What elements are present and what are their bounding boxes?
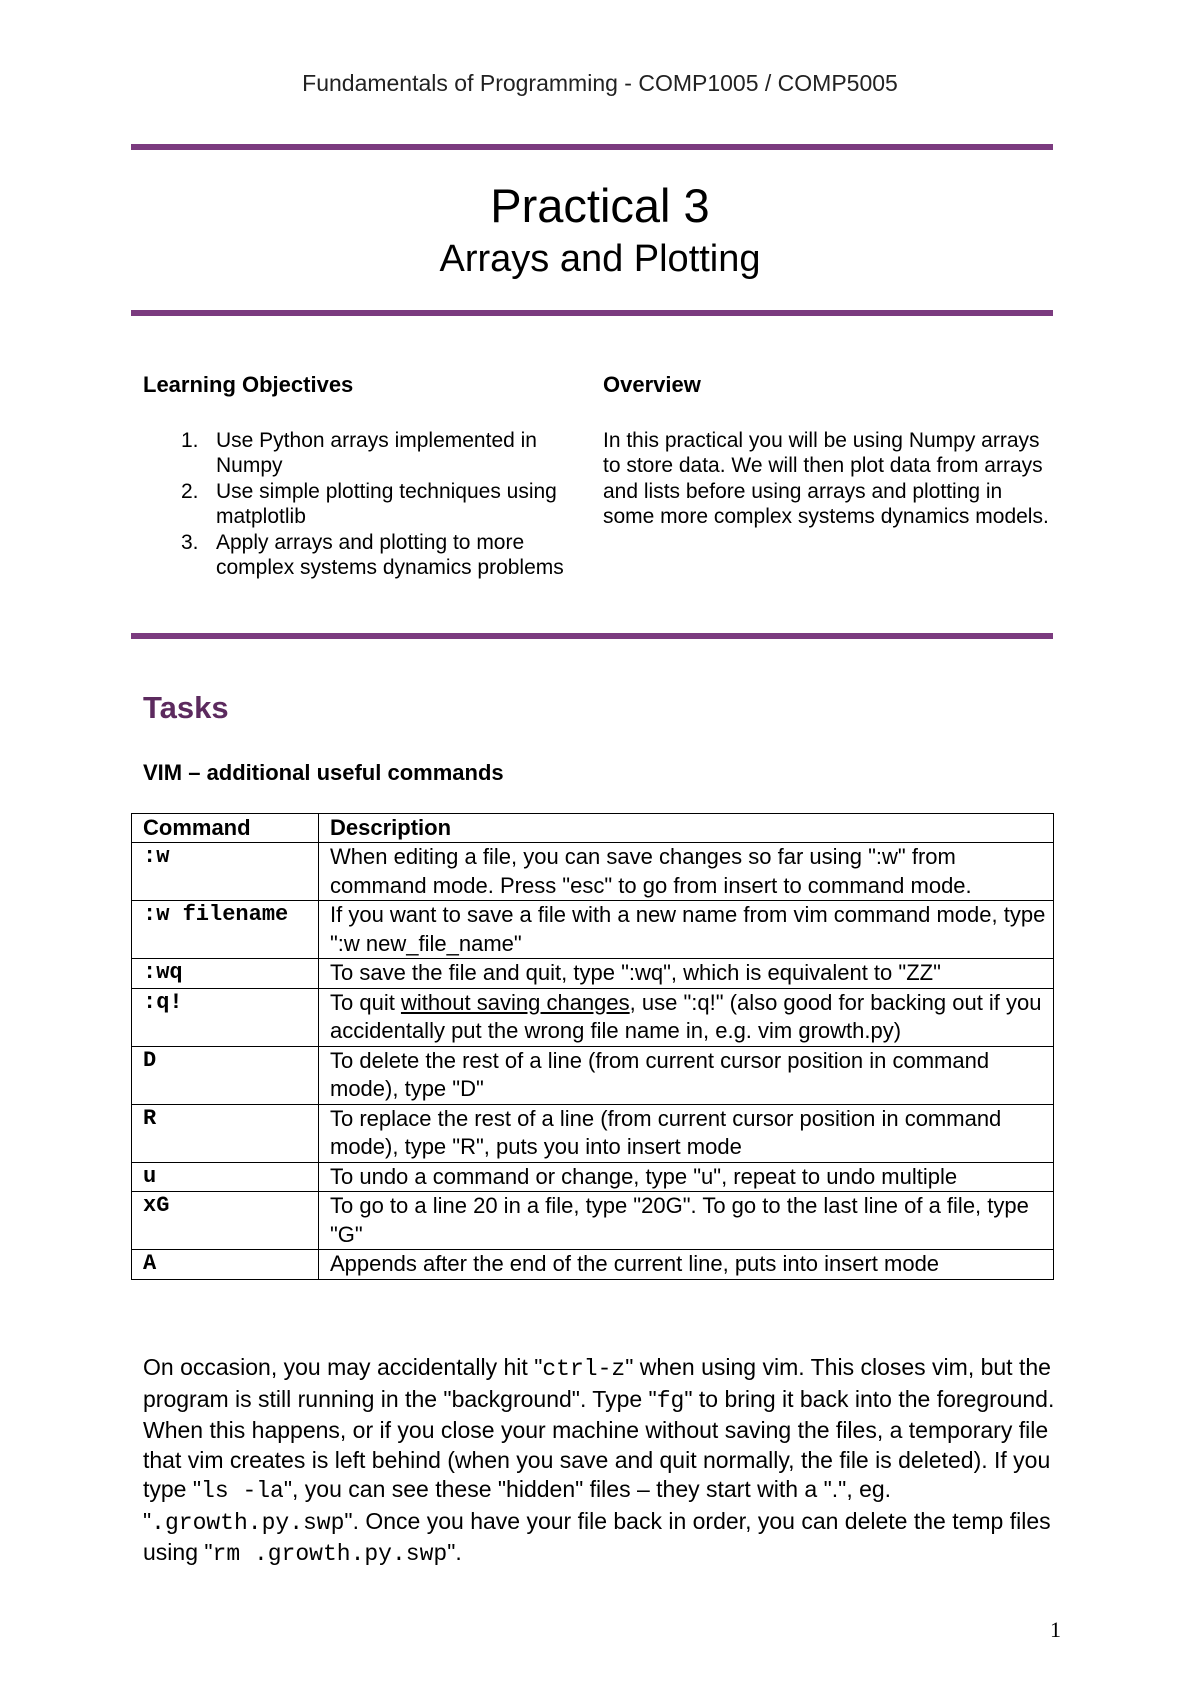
table-row [132,1162,1054,1192]
column-header-description: Description [319,814,1054,843]
page-title: Practical 3 [490,179,710,232]
command-cell: xG [132,1192,319,1250]
inline-code: fg [656,1387,685,1414]
description-cell: To replace the rest of a line (from current cursor position in command mode), type "R", puts you into insert mode [319,1104,1054,1162]
section-rule [131,633,1053,639]
description-cell: To go to a line 20 in a file, type "20G". To go to the last line of a file, type "G" [319,1192,1054,1250]
command-cell: R [132,1104,319,1162]
overview-section [603,372,1053,530]
learning-objectives-heading: Learning Objectives [143,372,354,397]
page-number: 1 [1050,1617,1061,1642]
paragraph-text: " when using vim. This closes vim, but the program is still running in the "background". Type " [143,1354,1051,1412]
description-cell: If you want to save a file with a new name from vim command mode, type ":w new_file_name" [319,901,1054,959]
command-cell: u [132,1162,319,1192]
objective-text: Apply arrays and plotting to more complex systems dynamics problems [216,530,564,579]
underlined-text: without saving changes [400,989,630,1015]
table-row [132,1046,1054,1104]
command-cell: :w filename [132,901,319,959]
command-cell: A [132,1250,319,1280]
description-cell [319,988,1054,1046]
ctrl-z-paragraph [143,1353,1073,1570]
overview-text: In this practical you will be using Numpy arrays to store data. We will then plot data from arrays and lists before using arrays and plotting in some more complex systems dynamics models. [603,428,1049,528]
objective-item [143,479,583,530]
description-cell: To save the file and quit, type ":wq", which is equivalent to "ZZ" [319,959,1054,989]
objective-number: 2. [181,479,199,503]
table-row [132,1250,1054,1280]
overview-heading: Overview [603,372,701,397]
objectives-list [143,428,583,581]
inline-code: ls -la [201,1478,284,1504]
inline-code: ctrl-z [542,1356,626,1382]
table-header-row [132,814,1054,843]
table-row [132,959,1054,989]
objective-item [143,530,583,581]
paragraph-text: ". Once you have your file back in order, you can delete the temp files using " [143,1507,1051,1565]
command-cell: :w [132,843,319,901]
tasks-heading: Tasks [143,690,229,725]
command-cell: :q! [132,988,319,1046]
learning-objectives-section [143,372,583,581]
table-row [132,843,1054,901]
paragraph-text: On occasion, you may accidentally hit " [143,1354,543,1380]
objective-number: 1. [181,428,199,452]
description-cell: When editing a file, you can save changes so far using ":w" from command mode. Press "esc" to go from insert to command mode. [319,843,1054,901]
running-header: Fundamentals of Programming - COMP1005 / COMP5005 [302,70,898,96]
description-cell: To undo a command or change, type "u", repeat to undo multiple [319,1162,1054,1192]
column-header-command: Command [132,814,319,843]
objective-item [143,428,583,479]
objective-number: 3. [181,530,199,554]
table-row [132,901,1054,959]
objective-text: Use Python arrays implemented in Numpy [216,428,537,477]
description-cell: To delete the rest of a line (from current cursor position in command mode), type "D" [319,1046,1054,1104]
objective-text: Use simple plotting techniques using matplotlib [216,479,557,528]
table-row [132,988,1054,1046]
vim-commands-table [131,813,1054,1280]
description-text: , use ":q!" (also good for backing out if you accidentally put the wrong file name in, e.g. vim growth.py) [330,989,1042,1043]
title-bottom-rule [131,310,1053,316]
top-rule [131,144,1053,150]
vim-commands-heading: VIM – additional useful commands [143,760,504,785]
page-subtitle: Arrays and Plotting [439,238,761,280]
table-row [132,1104,1054,1162]
inline-code: rm .growth.py.swp [212,1541,448,1567]
paragraph-text: ", you can see these "hidden" files – they start with a ".", eg. " [143,1476,892,1534]
inline-code: .growth.py.swp [151,1509,345,1536]
description-cell: Appends after the end of the current line, puts into insert mode [319,1250,1054,1280]
command-cell: :wq [132,959,319,989]
description-text: To quit [330,989,401,1015]
table-row [132,1192,1054,1250]
paragraph-text: ". [447,1539,462,1565]
paragraph-text: " to bring it back into the foreground. When this happens, or if you close your machine without saving the files, a temporary file that vim creates is left behind (when you save and quit normally, the file is deleted). If you type " [143,1385,1055,1502]
command-cell: D [132,1046,319,1104]
